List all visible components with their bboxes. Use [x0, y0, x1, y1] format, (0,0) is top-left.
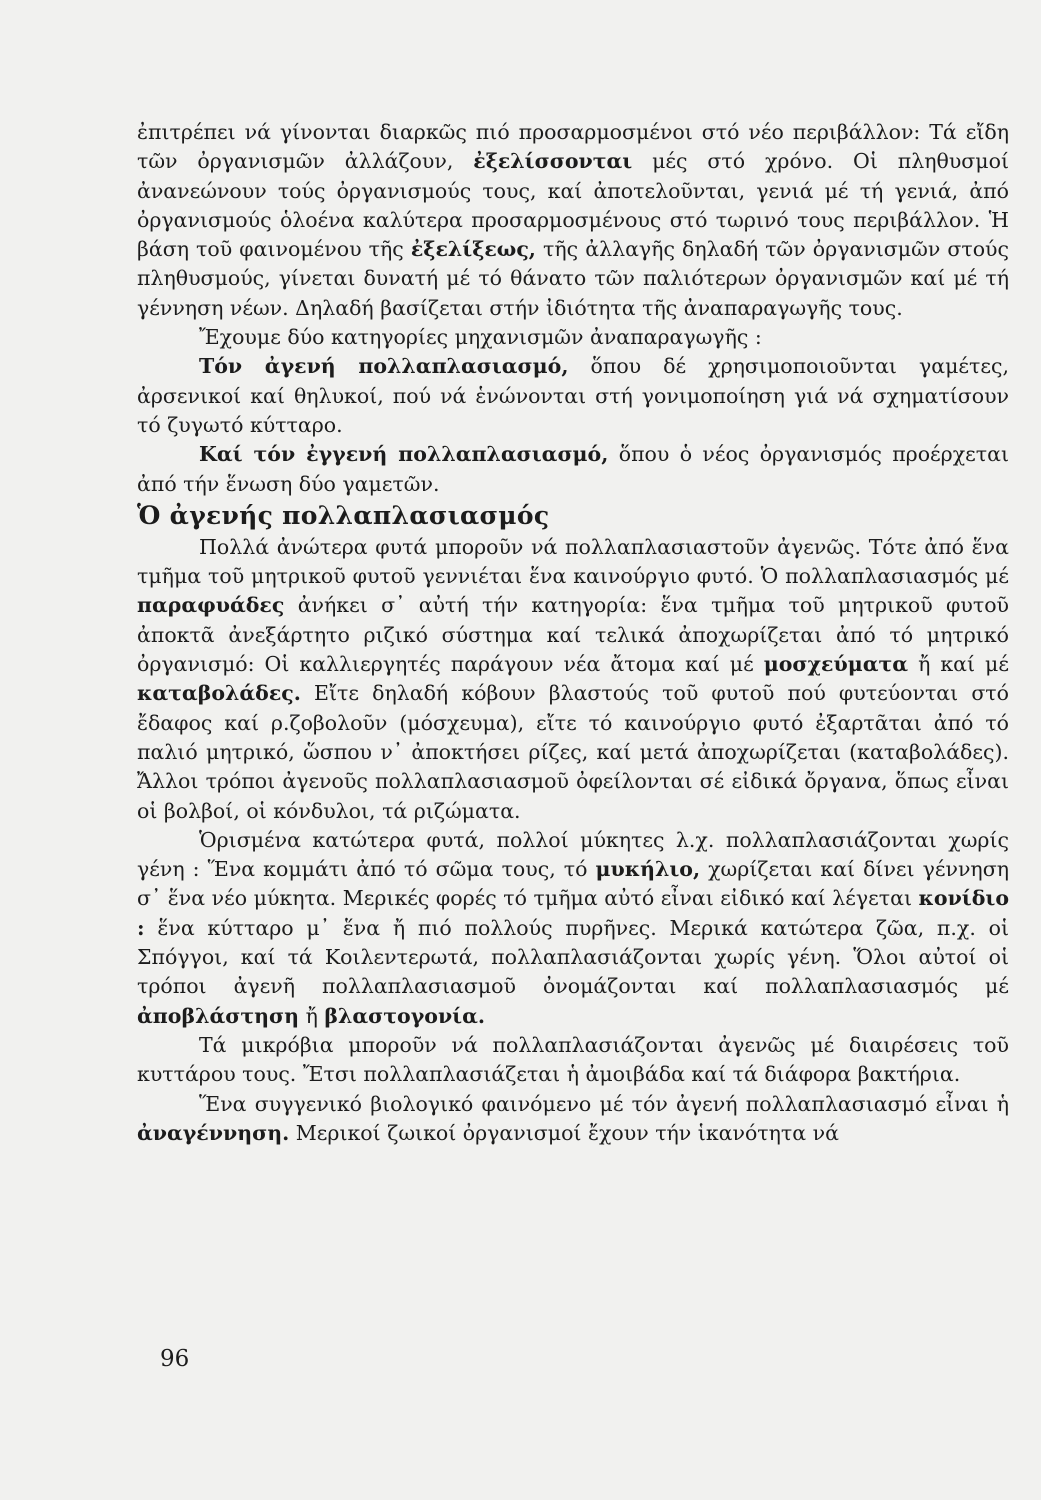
paragraph-4: Καί τόν ἐγγενή πολλαπλασιασμό, ὅπου ὁ νέος ὀργανισμός προέρχεται ἀπό τήν ἕνωση δύο γαμετῶν. [137, 442, 1009, 496]
paragraph-6: Ὁρισμένα κατώτερα φυτά, πολλοί μύκητες λ.χ. πολλαπλασιάζονται χωρίς γένη : Ἕνα κομμάτι ἀπό τό σῶμα τους, τό μυκήλιο, χωρίζεται καί δίνει γέννηση σ᾽ ἕνα νέο μύκητα. Μερικές φορές τό τμῆμα αὐτό εἶναι εἰδικό καί λέγεται κονίδιο : ἕνα κύτταρο μ᾽ ἕνα ἤ πιό πολλούς πυρῆνες. Μερικά κατώτερα ζῶα, π.χ. οἱ Σπόγγοι, καί τά Κοιλεντερωτά, πολλαπλασιάζονται χωρίς γένη. Ὅλοι αὐτοί οἱ τρόποι ἀγενῆ πολλαπλασιασμοῦ ὀνομάζονται καί πολλαπλασιασμός μέ ἀποβλάστηση ἤ βλαστογονία. [137, 827, 1009, 1028]
bold-term: ἀποβλάστηση [137, 1003, 300, 1028]
paragraph-8: Ἕνα συγγενικό βιολογικό φαινόμενο μέ τόν ἀγενή πολλαπλασιασμό εἶναι ἡ ἀναγέννηση. Μερικοί ζωικοί ὀργανισμοί ἔχουν τήν ἱκανότητα νά [137, 1091, 1009, 1145]
bold-term: καταβολάδες. [137, 681, 301, 706]
bold-term: μυκήλιο, [595, 857, 701, 882]
section-heading: Ὁ ἀγενής πολλαπλασιασμός [137, 500, 550, 530]
paragraph-2: Ἔχουμε δύο κατηγορίες μηχανισμῶν ἀναπαραγωγῆς : [199, 325, 762, 350]
paragraph-7: Τά μικρόβια μποροῦν νά πολλαπλασιάζονται ἀγενῶς μέ διαιρέσεις τοῦ κυττάρου τους. Ἔτσι πολλαπλασιάζεται ἡ ἀμοιβάδα καί τά διάφορα βακτήρια. [137, 1032, 1009, 1087]
paragraph-5: Πολλά ἀνώτερα φυτά μποροῦν νά πολλαπλασιαστοῦν ἀγενῶς. Τότε ἀπό ἕνα τμῆμα τοῦ μητρικοῦ φυτοῦ γεννιέται ἕνα καινούργιο φυτό. Ὁ πολλαπλασιασμός μέ παραφυάδες ἀνήκει σ᾽ αὐτή τήν κατηγορία: ἕνα τμῆμα τοῦ μητρικοῦ φυτοῦ ἀποκτᾶ ἀνεξάρτητο ριζικό σύστημα καί τελικά ἀποχωρίζεται ἀπό τό μητρικό ὀργανισμό: Οἱ καλλιεργητές παράγουν νέα ἄτομα καί μέ μοσχεύματα ἤ καί μέ καταβολάδες. Εἴτε δηλαδή κόβουν βλαστούς τοῦ φυτοῦ πού φυτεύονται στό ἔδαφος καί ρ.ζοβολοῦν (μόσχευμα), εἴτε τό καινούργιο φυτό ἐξαρτᾶται ἀπό τό παλιό μητρικό, ὥσπου ν᾽ ἀποκτήσει ρίζες, καί μετά ἀποχωρίζεται (καταβολάδες). Ἄλλοι τρόποι ἀγενοῦς πολλαπλασιασμοῦ ὀφείλονται σέ εἰδικά ὄργανα, ὅπως εἶναι οἱ βολβοί, οἱ κόνδυλοι, τά ριζώματα. [137, 534, 1009, 823]
bold-term: ἀναγέννηση. [137, 1120, 290, 1145]
bold-term: παραφυάδες [137, 593, 285, 618]
body-text [137, 118, 1009, 1148]
paragraph-3: Τόν ἀγενή πολλαπλασιασμό, ὅπου δέ χρησιμοποιοῦνται γαμέτες, ἀρσενικοί καί θηλυκοί, πού νά ἑνώνονται στή γονιμοποίηση γιά νά σχηματίσουν τό ζυγωτό κύτταρο. [137, 354, 1009, 437]
bold-term: βλαστογονία. [324, 1003, 485, 1028]
page-number: 96 [160, 1346, 190, 1372]
bold-term: Τόν ἀγενή πολλαπλασιασμό, [199, 354, 569, 379]
bold-term: ἐξελίξεως, [410, 237, 536, 262]
bold-term: Καί τόν ἐγγενή πολλαπλασιασμό, [199, 442, 609, 467]
bold-term: ἐξελίσσονται [473, 149, 633, 174]
paragraph-1: ἐπιτρέπει νά γίνονται διαρκῶς πιό προσαρμοσμένοι στό νέο περιβάλλον: Τά εἴδη τῶν ὀργανισμῶν ἀλλάζουν, ἐξελίσσονται μές στό χρόνο. Οἱ πληθυσμοί ἀνανεώνουν τούς ὀργανισμούς τους, καί ἀποτελοῦνται, γενιά μέ τή γενιά, ἀπό ὀργανισμούς ὁλοένα καλύτερα προσαρμοσμένους στό τωρινό τους περιβάλλον. Ἡ βάση τοῦ φαινομένου τῆς ἐξελίξεως, τῆς ἀλλαγῆς δηλαδή τῶν ὀργανισμῶν στούς πληθυσμούς, γίνεται δυνατή μέ τό θάνατο τῶν παλιότερων ὀργανισμῶν καί μέ τή γέννηση νέων. Δηλαδή βασίζεται στήν ἰδιότητα τῆς ἀναπαραγωγῆς τους. [137, 120, 1009, 320]
bold-term: κονίδιο : [137, 886, 1009, 940]
bold-term: μοσχεύματα [763, 652, 909, 677]
